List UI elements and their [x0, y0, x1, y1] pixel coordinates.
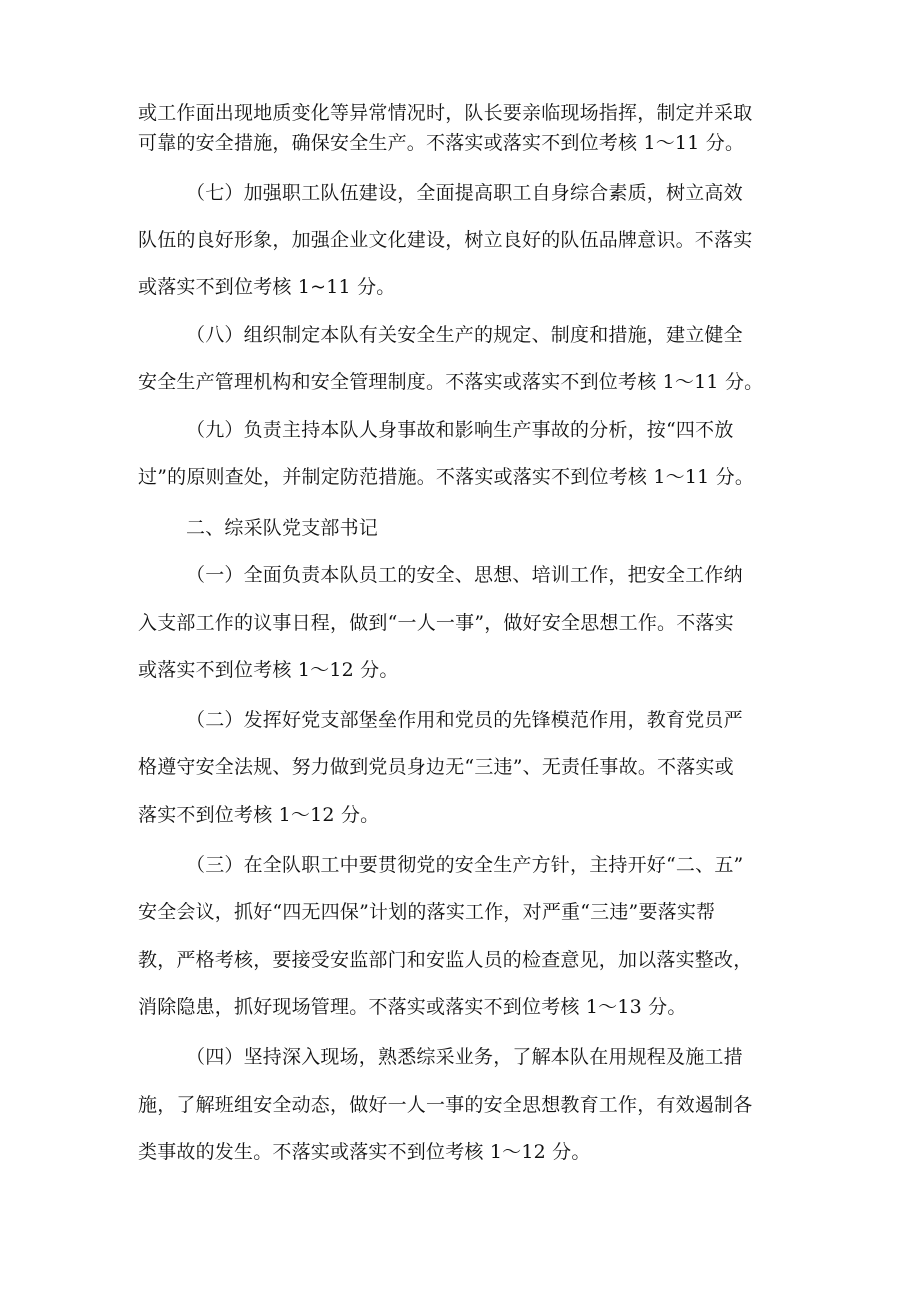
paragraph-1-line: （一）全面负责本队员工的安全、思想、培训工作，把安全工作纳 [186, 564, 743, 586]
text-line: 安全会议，抓好“四无四保”计划的落实工作，对严重“三违”要落实帮 [138, 901, 716, 923]
paragraph-2-line: （二）发挥好党支部堡垒作用和党员的先锋模范作用，教育党员严 [186, 709, 743, 731]
paragraph-7-line: （七）加强职工队伍建设，全面提高职工自身综合素质，树立高效 [186, 182, 743, 204]
text-line: 或落实不到位考核 1～12 分。 [138, 659, 399, 681]
text-line: 施，了解班组安全动态，做好一人一事的安全思想教育工作，有效遏制各 [138, 1094, 753, 1116]
text-line: 落实不到位考核 1～12 分。 [138, 804, 380, 826]
paragraph-4-line: （四）坚持深入现场，熟悉综采业务，了解本队在用规程及施工措 [186, 1046, 743, 1068]
text-line: 入支部工作的议事日程，做到“一人一事”，做好安全思想工作。不落实 [138, 612, 734, 634]
paragraph-9-line: （九）负责主持本队人身事故和影响生产事故的分析，按“四不放 [186, 419, 734, 441]
paragraph-8-line: （八）组织制定本队有关安全生产的规定、制度和措施，建立健全 [186, 324, 743, 346]
text-line: 或工作面出现地质变化等异常情况时，队长要亲临现场指挥，制定并采取 [138, 102, 753, 124]
text-line: 类事故的发生。不落实或落实不到位考核 1～12 分。 [138, 1141, 591, 1163]
text-line: 格遵守安全法规、努力做到党员身边无“三违”、无责任事故。不落实或 [138, 756, 734, 778]
section-heading: 二、综采队党支部书记 [186, 517, 379, 539]
text-line: 过”的原则查处，并制定防范措施。不落实或落实不到位考核 1～11 分。 [138, 466, 755, 488]
paragraph-3-line: （三）在全队职工中要贯彻党的安全生产方针，主持开好“二、五” [186, 854, 744, 876]
text-line: 可靠的安全措施，确保安全生产。不落实或落实不到位考核 1～11 分。 [138, 132, 745, 154]
text-line: 队伍的良好形象，加强企业文化建设，树立良好的队伍品牌意识。不落实 [138, 229, 753, 251]
text-line: 或落实不到位考核 1~11 分。 [138, 276, 396, 298]
text-line: 消除隐患，抓好现场管理。不落实或落实不到位考核 1～13 分。 [138, 996, 687, 1018]
text-line: 教，严格考核，要接受安监部门和安监人员的检查意见，加以落实整改， [138, 949, 753, 971]
text-line: 安全生产管理机构和安全管理制度。不落实或落实不到位考核 1～11 分。 [138, 371, 764, 393]
